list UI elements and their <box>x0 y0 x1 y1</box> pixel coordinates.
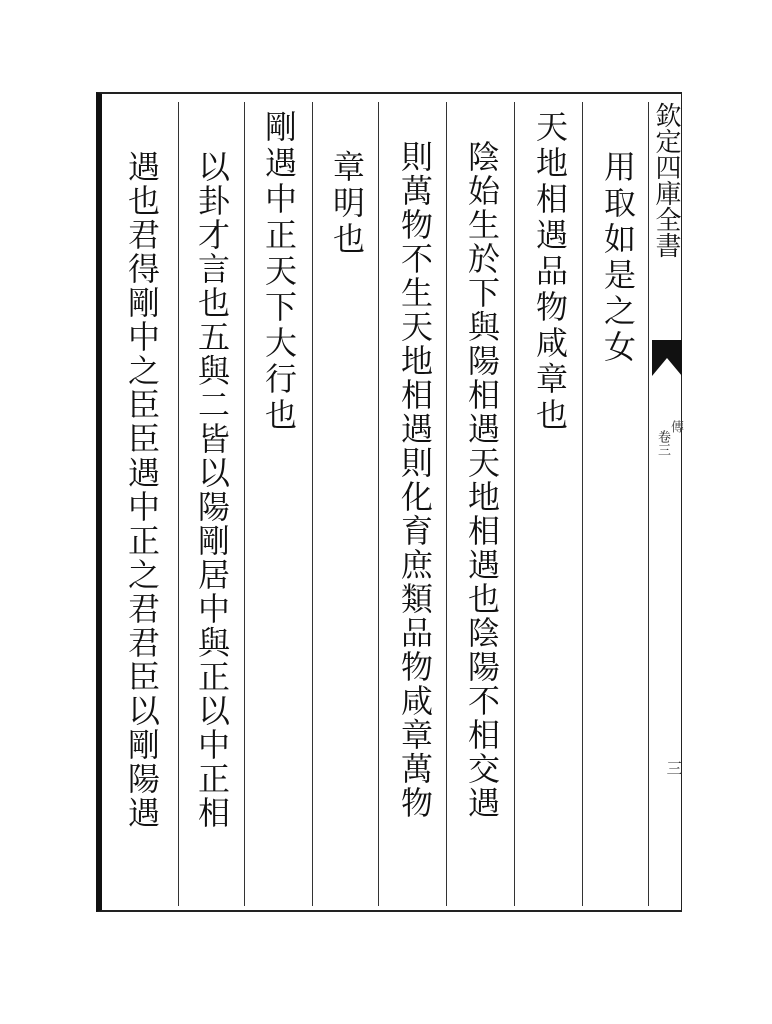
text-column-3: 陰始生於下與陽相遇天地相遇也陰陽不相交遇 <box>463 140 501 820</box>
page-border <box>96 92 682 912</box>
column-rule <box>244 102 245 906</box>
text-column-7: 以卦才言也五與二皆以陽剛居中與正以中正相 <box>193 150 231 830</box>
text-column-4: 則萬物不生天地相遇則化育庶類品物咸章萬物 <box>396 140 434 820</box>
column-rule <box>378 102 379 906</box>
text-name-mark: 傳 <box>668 420 683 433</box>
column-rule <box>312 102 313 906</box>
text-column-1: 用取如是之女 <box>599 150 637 366</box>
column-rule <box>446 102 447 906</box>
volume-label: 卷三 <box>655 430 670 456</box>
column-rule <box>582 102 583 906</box>
column-rule <box>514 102 515 906</box>
fish-tail-mark-icon <box>652 340 682 376</box>
text-column-6: 剛遇中正天下大行也 <box>260 110 298 434</box>
column-rule <box>178 102 179 906</box>
text-column-8: 遇也君得剛中之臣臣遇中正之君君臣以剛陽遇 <box>123 150 161 830</box>
text-column-2: 天地相遇品物咸章也 <box>531 110 569 434</box>
book-title: 欽定四庫全書 <box>651 102 681 258</box>
page-number: 三 <box>664 760 683 776</box>
text-column-5: 章明也 <box>328 150 366 258</box>
